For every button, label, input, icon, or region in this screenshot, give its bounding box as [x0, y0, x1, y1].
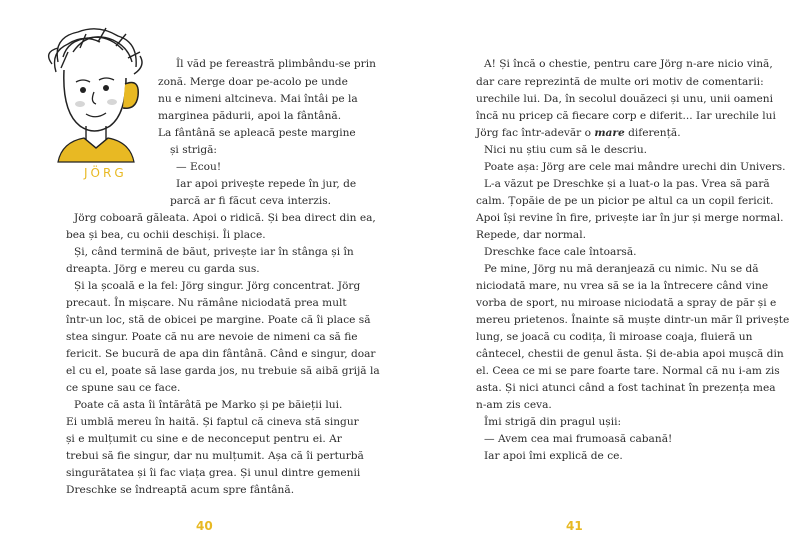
text-line: fericit. Se bucură de apa din fântână. Când e singur, doar — [66, 348, 376, 360]
page-number: 40 — [196, 519, 213, 533]
text-line: ce spune sau ce face. — [66, 382, 181, 394]
text-line: mereu prietenos. Înainte să muște dintr-un măr îl privește — [476, 314, 790, 326]
text-line: bea și bea, cu ochii deschiși. Îi place. — [66, 229, 266, 241]
text-segment: Jörg fac într-adevăr o — [476, 127, 595, 139]
text-line: n-am zis ceva. — [476, 399, 552, 411]
jorg-portrait-illustration — [28, 22, 158, 187]
emphasis-word: mare — [594, 127, 625, 139]
illustration-caption: JÖRG — [84, 166, 127, 180]
text-line: dar care reprezintă de multe ori motiv de comentarii: — [476, 76, 764, 88]
page-number: 41 — [566, 519, 583, 533]
text-line: trebui să fie singur, dar nu mulțumit. Așa că îi perturbă — [66, 450, 364, 462]
text-line: Îmi strigă din pragul ușii: — [484, 416, 622, 428]
text-line: A! Și încă o chestie, pentru care Jörg n-are nicio vină, — [484, 58, 773, 70]
text-line: precaut. În mișcare. Nu rămâne niciodată prea mult — [66, 297, 347, 309]
text-line: Iar apoi îmi explică de ce. — [484, 450, 623, 462]
text-line: el. Ceea ce mi se pare foarte tare. Normal că nu i-am zis — [476, 365, 780, 377]
text-line: marginea pădurii, apoi la fântână. — [158, 110, 342, 122]
text-line: Ei umblă mereu în haită. Și faptul că cineva stă singur — [66, 416, 359, 428]
text-line: Poate așa: Jörg are cele mai mândre urechi din Univers. — [484, 161, 786, 173]
text-line: cântecel, chestii de genul ăsta. Și de-abia apoi mușcă din — [476, 348, 784, 360]
text-line: și e mulțumit cu sine e de neconceput pentru ei. Ar — [66, 433, 342, 445]
text-line: — Avem cea mai frumoasă cabană! — [484, 433, 673, 445]
text-line: lung, se joacă cu codița, îi miroase coaja, fluieră un — [476, 331, 753, 343]
text-line: — Ecou! — [176, 161, 222, 173]
text-line: Nici nu știu cum să le descriu. — [484, 144, 648, 156]
text-line: el cu el, poate să lase garda jos, nu trebuie să aibă grijă la — [66, 365, 380, 377]
text-line: încă nu pricep că fiecare corp e diferit... Iar urechile lui — [476, 110, 776, 122]
text-line: niciodată mare, nu vrea să se ia la întrecere când vine — [476, 280, 769, 292]
text-line: L-a văzut pe Dreschke și a luat-o la pas. Vrea să pară — [484, 178, 770, 190]
text-line: parcă ar fi făcut ceva interzis. — [170, 195, 332, 207]
text-line: singurătatea și îi fac viața grea. Și unul dintre gemenii — [66, 467, 361, 479]
text-line: La fântână se apleacă peste margine — [158, 127, 356, 139]
text-line: Jörg coboară găleata. Apoi o ridică. Și bea direct din ea, — [74, 212, 376, 224]
text-line: Pe mine, Jörg nu mă deranjează cu nimic. Nu se dă — [484, 263, 759, 275]
text-line — [476, 127, 681, 139]
text-line: Și la școală e la fel: Jörg singur. Jörg concentrat. Jörg — [74, 280, 361, 292]
text-line: Apoi își revine în fire, privește iar în jur și merge normal. — [476, 212, 784, 224]
text-line: urechile lui. Da, în secolul douăzeci și unu, unii oameni — [476, 93, 774, 105]
text-line: într-un loc, stă de obicei pe margine. Poate că îi place să — [66, 314, 371, 326]
text-line: Dreschke se îndreaptă acum spre fântână. — [66, 484, 295, 496]
text-line: și strigă: — [170, 144, 218, 156]
text-line: asta. Și nici atunci când a fost tachinat în prezența mea — [476, 382, 776, 394]
text-line: zonă. Merge doar pe-acolo pe unde — [158, 76, 348, 88]
text-line: nu e nimeni altcineva. Mai întâi pe la — [158, 93, 358, 105]
text-line: Repede, dar normal. — [476, 229, 586, 241]
text-line: Și, când termină de băut, privește iar în stânga și în — [74, 246, 354, 258]
text-line: vorba de sport, nu miroase niciodată a spray de păr și e — [476, 297, 777, 309]
text-line: Dreschke face cale întoarsă. — [484, 246, 637, 258]
right-page — [400, 0, 800, 542]
text-segment: diferență. — [624, 127, 681, 139]
text-line: calm. Țopăie de pe un picior pe altul ca un copil fericit. — [476, 195, 774, 207]
text-line: dreapta. Jörg e mereu cu garda sus. — [66, 263, 260, 275]
text-line: Iar apoi privește repede în jur, de — [176, 178, 357, 190]
text-line: Îl văd pe fereastră plimbându-se prin — [176, 58, 376, 70]
text-line: Poate că asta îi întărâtă pe Marko și pe băieții lui. — [74, 399, 343, 411]
text-line: stea singur. Poate că nu are nevoie de nimeni ca să fie — [66, 331, 358, 343]
